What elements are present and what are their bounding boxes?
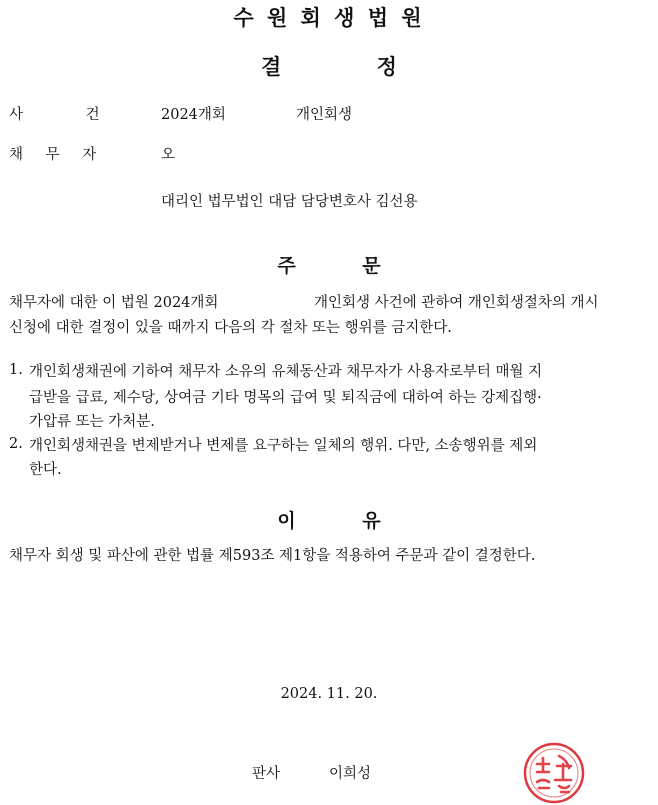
reason-heading-text: 이 유 (277, 510, 381, 532)
judge-name: 이희성 (329, 766, 372, 782)
case-number: 2024개회 (161, 107, 226, 123)
legal-agent: 대리인 법무법인 대담 담당변호사 김선용 (161, 194, 418, 210)
item-2-line-1: 개인회생채권을 변제받거나 변제를 요구하는 일체의 행위. 다만, 소송행위를 제외 (29, 438, 538, 454)
case-label: 사 건 (9, 107, 100, 123)
item-1-line-3: 가압류 또는 가처분. (29, 414, 155, 430)
item-1-line-1: 개인회생채권에 기하여 채무자 소유의 유체동산과 채무자가 사용자로부터 매월 지 (29, 364, 543, 380)
judge-title: 판사 (252, 766, 281, 782)
order-heading-text: 주 문 (277, 255, 381, 277)
document-type-text: 결 정 (261, 55, 397, 79)
case-name: 개인회생 (296, 107, 353, 123)
court-seal-stamp (523, 742, 585, 804)
debtor-name: 오 (161, 147, 176, 163)
reason-text: 채무자 회생 및 파산에 관한 법률 제593조 제1항을 적용하여 주문과 같이 결정한다. (9, 548, 536, 564)
seal-glyph-strokes (537, 756, 571, 792)
document-type (0, 51, 658, 81)
item-2-number: 2. (9, 436, 23, 452)
court-name: 수 원 회 생 법 원 (233, 6, 425, 30)
decision-date: 2024. 11. 20. (280, 686, 378, 702)
order-intro-line2: 신청에 대한 결정이 있을 때까지 다음의 각 절차 또는 행위를 금지한다. (9, 320, 452, 336)
order-intro-part1: 채무자에 대한 이 법원 2024개회 (9, 295, 219, 311)
seal-outer-ring (525, 744, 583, 802)
item-1-number: 1. (9, 362, 23, 378)
debtor-label: 채 무 자 (9, 147, 97, 163)
item-2-line-2: 한다. (29, 462, 62, 478)
order-intro-part2: 개인회생 사건에 관하여 개인회생절차의 개시 (314, 295, 599, 311)
order-heading (0, 251, 658, 278)
item-1-line-2: 급받을 급료, 제수당, 상여금 기타 명목의 급여 및 퇴직금에 대하여 하는 강제집행· (29, 390, 542, 406)
reason-heading (0, 506, 658, 533)
